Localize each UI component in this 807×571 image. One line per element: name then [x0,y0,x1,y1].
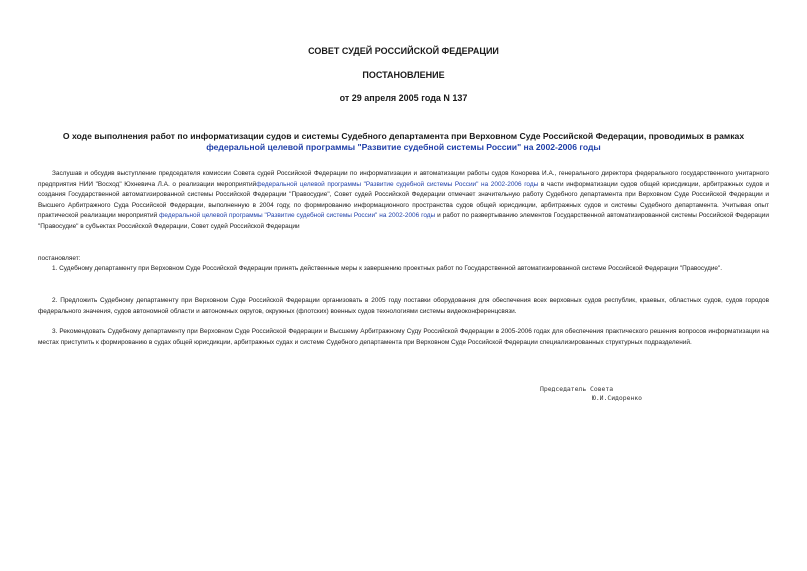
program-link-intro-2[interactable]: федеральной целевой программы "Развитие судебной системы России" на 2002-2006 годы [159,212,436,220]
resolution-item-1: 1. Судебному департаменту при Верховном Суде Российской Федерации принять действенные меры к завершению проектных работ по Государственной автоматизированной системе Российской Федерации "Правосудие". [52,265,723,272]
resolution-item-3: 3. Рекомендовать Судебному департаменту при Верховном Суде Российской Федерации и Высшему Арбитражному Суду Российской Федерации в 2005-2006 годах для обеспечения практического решения вопросов информатизации на местах приступить к формированию в судах общей юрисдикции, арбитражных судах и системе Судебного департамента при Верховном Суде Российской Федерации специализированных структурных подразделений. [38,328,769,346]
program-link-title[interactable]: федеральной целевой программы "Развитие судебной системы России" на 2002-2006 годы [206,142,601,152]
resolution-item-2: 2. Предложить Судебному департаменту при Верховном Суде Российской Федерации организовать в 2005 году поставки оборудования для обеспечения всех верховных судов республик, краевых, областных судов, судов городов федерального значения, судов автономной области и автономных округов, окружных (флотских) военных судов технологиями системы видеоконференцсвязи. [38,297,769,315]
signatory-title: Председатель Совета [540,385,614,393]
program-link-intro-1[interactable]: федеральной целевой программы "Развитие судебной системы России" на 2002-2006 годы [256,180,539,188]
document-title [40,131,767,153]
signatory-name: Ю.И.Сидоренко [591,394,642,402]
intro-text-part2: в части информатизации судов общей юрисдикции, арбитражных судов и создания Государственной автоматизированной системы Российской Федерации "Правосудие", Совет судей Российской Федерации отмечает значительную работу Судебного департамента при Верховном Суде Российской Федерации и Высшего Арбитражного Суда Российской Федерации, выполненную в 2004 году, по формированию информационного пространства судов общей юрисдикции, арбитражных судов и системы Судебного департамента. Учитывая опыт практической реализации мероприятий [38,180,770,220]
resolves-label: постановляет: [38,255,81,262]
signature-block [540,385,652,403]
intro-paragraph [38,169,769,233]
document-date-number: от 29 апреля 2005 года N 137 [339,93,468,103]
intro-text-part3: и работ по развертыванию элементов Государственной автоматизированной системы Российской Федерации "Правосудие" в субъектах Российской Федерации, Совет судей Российской Федерации [38,212,769,230]
document-type-heading: ПОСТАНОВЛЕНИЕ [362,70,445,80]
document-title-text: О ходе выполнения работ по информатизации судов и системы Судебного департамента при Верховном Суде Российской Федерации, проводимых в рамках [62,131,745,141]
intro-text-part1: Заслушав и обсудив выступление председателя комиссии Совета судей Российской Федерации по информатизации и автоматизации работы судов Конорева И.А., генерального директора федерального государственного унитарного предприятия НИИ "Восход" Юхневича Л.А. о реализации мероприятий [38,170,769,188]
issuing-body-heading: СОВЕТ СУДЕЙ РОССИЙСКОЙ ФЕДЕРАЦИИ [308,46,499,56]
